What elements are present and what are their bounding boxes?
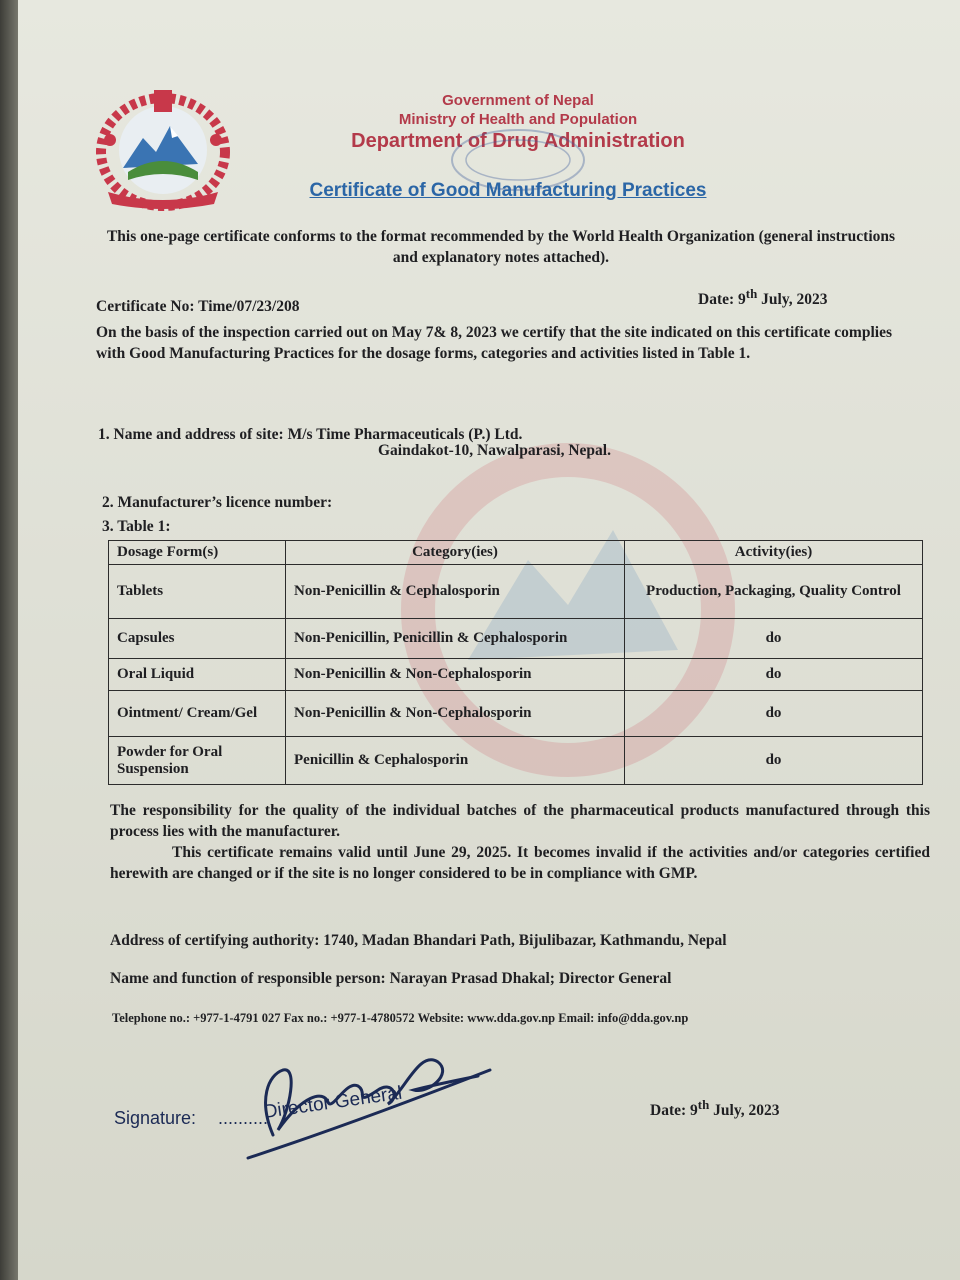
responsible-person: Name and function of responsible person: Narayan Prasad Dhakal; Director General: [110, 970, 672, 987]
table-row: [109, 565, 923, 619]
table-header-row: [109, 541, 923, 565]
page-edge: [0, 0, 18, 1280]
certificate-number: Certificate No: Time/07/23/208: [96, 298, 300, 315]
header-dosage-form: Dosage Form(s): [109, 541, 286, 565]
authority-address: Address of certifying authority: 1740, Madan Bhandari Path, Bijulibazar, Kathmandu, Nepal: [110, 932, 727, 949]
cell-form: Tablets: [109, 565, 286, 619]
cell-activity: do: [625, 737, 923, 785]
table-row: [109, 659, 923, 691]
certificate-sheet: [18, 0, 960, 1280]
cell-activity: do: [625, 691, 923, 737]
cell-category: Non-Penicillin & Non-Cephalosporin: [286, 659, 625, 691]
signature-date: Date: 9th July, 2023: [650, 1097, 780, 1120]
nepal-emblem-icon: [88, 80, 238, 215]
table-row: [109, 737, 923, 785]
cell-category: Penicillin & Cephalosporin: [286, 737, 625, 785]
table-row: [109, 619, 923, 659]
cell-activity: do: [625, 619, 923, 659]
cell-activity: Production, Packaging, Quality Control: [625, 565, 923, 619]
cell-activity: do: [625, 659, 923, 691]
licence-label: 2. Manufacturer’s licence number:: [102, 494, 333, 511]
cell-form: Oral Liquid: [109, 659, 286, 691]
header-ministry: Ministry of Health and Population: [398, 111, 638, 128]
intro-text: This one-page certificate conforms to the format recommended by the World Health Organization (general instructions and explanatory notes attached).: [106, 228, 896, 266]
cell-form: Powder for Oral Suspension: [109, 737, 286, 785]
cell-form: Capsules: [109, 619, 286, 659]
cell-form: Ointment/ Cream/Gel: [109, 691, 286, 737]
signature-dots: ..........: [218, 1108, 269, 1128]
cell-category: Non-Penicillin & Cephalosporin: [286, 565, 625, 619]
header-government: Government of Nepal: [442, 92, 594, 109]
director-general-stamp: Director General: [262, 1082, 404, 1123]
gmp-table: [108, 540, 923, 785]
cell-category: Non-Penicillin, Penicillin & Cephalosporin: [286, 619, 625, 659]
table-row: [109, 691, 923, 737]
contact-line: Telephone no.: +977-1-4791 027 Fax no.: +977-1-4780572 Website: www.dda.gov.np Email: info@dda.gov.np: [112, 1011, 689, 1025]
issue-date: Date: 9th July, 2023: [698, 286, 828, 309]
header-activity: Activity(ies): [625, 541, 923, 565]
site-address: Gaindakot-10, Nawalparasi, Nepal.: [378, 442, 611, 459]
certificate-title: Certificate of Good Manufacturing Practices: [309, 180, 707, 201]
table-label: 3. Table 1:: [102, 518, 171, 535]
header-category: Category(ies): [286, 541, 625, 565]
responsibility-text: The responsibility for the quality of the individual batches of the pharmaceutical products manufactured through this process lies with the manufacturer.: [110, 802, 930, 840]
header-department: Department of Drug Administration: [351, 130, 685, 152]
basis-paragraph: On the basis of the inspection carried out on May 7& 8, 2023 we certify that the site indicated on this certificate complies with Good Manufacturing Practices for the dosage forms, categories and activities listed in Table 1.: [96, 324, 892, 362]
validity-text: This certificate remains valid until June 29, 2025. It becomes invalid if the activities and/or categories certified herewith are changed or if the site is no longer considered to be in compliance with GMP.: [110, 844, 930, 882]
site-name: 1. Name and address of site: M/s Time Pharmaceuticals (P.) Ltd.: [98, 426, 523, 443]
cell-category: Non-Penicillin & Non-Cephalosporin: [286, 691, 625, 737]
signature-label: Signature:: [114, 1108, 197, 1128]
